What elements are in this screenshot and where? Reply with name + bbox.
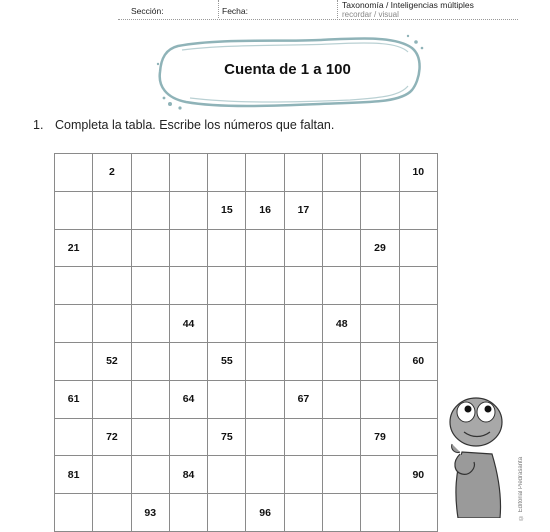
grid-cell[interactable] xyxy=(399,494,437,532)
grid-cell[interactable] xyxy=(131,229,169,267)
grid-cell[interactable] xyxy=(55,191,93,229)
grid-cell[interactable]: 61 xyxy=(55,380,93,418)
grid-row xyxy=(55,191,438,229)
grid-cell[interactable] xyxy=(169,154,207,192)
grid-cell[interactable] xyxy=(323,229,361,267)
grid-cell[interactable] xyxy=(131,267,169,305)
grid-cell[interactable] xyxy=(399,418,437,456)
instruction xyxy=(33,118,334,132)
grid-cell[interactable] xyxy=(131,154,169,192)
grid-cell[interactable] xyxy=(93,229,131,267)
grid-cell[interactable]: 48 xyxy=(323,305,361,343)
grid-cell[interactable] xyxy=(246,456,284,494)
grid-row xyxy=(55,342,438,380)
grid-cell[interactable] xyxy=(399,267,437,305)
grid-cell[interactable]: 84 xyxy=(169,456,207,494)
grid-cell[interactable] xyxy=(169,418,207,456)
grid-cell[interactable] xyxy=(55,305,93,343)
grid-cell[interactable] xyxy=(55,267,93,305)
grid-cell[interactable] xyxy=(208,305,246,343)
grid-cell[interactable] xyxy=(323,154,361,192)
copyright-note: © Editorial Piedrasanta xyxy=(518,456,524,520)
grid-row xyxy=(55,494,438,532)
grid-cell[interactable] xyxy=(55,418,93,456)
grid-cell[interactable] xyxy=(55,342,93,380)
grid-cell[interactable] xyxy=(208,154,246,192)
grid-cell[interactable] xyxy=(399,229,437,267)
grid-cell[interactable] xyxy=(131,456,169,494)
grid-cell[interactable]: 44 xyxy=(169,305,207,343)
grid-cell[interactable] xyxy=(323,267,361,305)
header-divider xyxy=(218,0,219,18)
grid-cell[interactable] xyxy=(284,267,322,305)
grid-cell[interactable] xyxy=(284,494,322,532)
grid-cell[interactable] xyxy=(93,494,131,532)
grid-row xyxy=(55,229,438,267)
grid-cell[interactable]: 67 xyxy=(284,380,322,418)
grid-cell[interactable] xyxy=(246,380,284,418)
grid-cell[interactable] xyxy=(93,191,131,229)
header-underline xyxy=(118,19,518,20)
grid-cell[interactable] xyxy=(169,342,207,380)
grid-cell[interactable] xyxy=(55,494,93,532)
title-banner xyxy=(150,34,425,112)
page-header xyxy=(0,0,550,24)
grid-cell[interactable] xyxy=(323,418,361,456)
grid-cell[interactable] xyxy=(246,342,284,380)
grid-cell[interactable] xyxy=(131,418,169,456)
grid-cell[interactable] xyxy=(399,305,437,343)
grid-cell[interactable] xyxy=(399,380,437,418)
grid-cell[interactable] xyxy=(323,342,361,380)
grid-cell[interactable] xyxy=(93,380,131,418)
page-title: Cuenta de 1 a 100 xyxy=(224,61,351,78)
grid-cell[interactable] xyxy=(323,456,361,494)
grid-cell[interactable] xyxy=(169,494,207,532)
grid-cell[interactable] xyxy=(169,267,207,305)
instruction-number: 1. xyxy=(33,118,44,132)
grid-cell[interactable]: 52 xyxy=(93,342,131,380)
grid-cell[interactable] xyxy=(208,229,246,267)
grid-cell[interactable] xyxy=(246,267,284,305)
grid-cell[interactable] xyxy=(93,305,131,343)
grid-cell[interactable] xyxy=(361,191,399,229)
grid-cell[interactable]: 10 xyxy=(399,154,437,192)
grid-cell[interactable]: 79 xyxy=(361,418,399,456)
section-label: Sección: xyxy=(131,6,164,16)
grid-cell[interactable] xyxy=(361,267,399,305)
grid-cell[interactable]: 17 xyxy=(284,191,322,229)
grid-row xyxy=(55,418,438,456)
grid-cell[interactable] xyxy=(131,191,169,229)
grid-cell[interactable] xyxy=(361,305,399,343)
grid-cell[interactable] xyxy=(169,229,207,267)
grid-cell[interactable]: 29 xyxy=(361,229,399,267)
grid-row xyxy=(55,380,438,418)
grid-cell[interactable] xyxy=(323,494,361,532)
grid-cell[interactable] xyxy=(131,305,169,343)
grid-cell[interactable] xyxy=(399,191,437,229)
instruction-text: Completa la tabla. Escribe los números que faltan. xyxy=(55,118,335,132)
number-grid xyxy=(54,153,438,532)
grid-cell[interactable] xyxy=(208,380,246,418)
lizard-mascot-icon xyxy=(440,392,512,518)
grid-cell[interactable] xyxy=(284,456,322,494)
grid-cell[interactable]: 81 xyxy=(55,456,93,494)
grid-cell[interactable]: 72 xyxy=(93,418,131,456)
grid-cell[interactable] xyxy=(55,154,93,192)
grid-cell[interactable] xyxy=(131,380,169,418)
date-label: Fecha: xyxy=(222,6,248,16)
header-divider xyxy=(337,0,338,18)
grid-cell[interactable]: 15 xyxy=(208,191,246,229)
grid-cell[interactable] xyxy=(169,191,207,229)
grid-cell[interactable]: 75 xyxy=(208,418,246,456)
grid-row xyxy=(55,456,438,494)
grid-cell[interactable] xyxy=(361,456,399,494)
grid-cell[interactable] xyxy=(361,380,399,418)
grid-cell[interactable]: 60 xyxy=(399,342,437,380)
grid-row xyxy=(55,154,438,192)
grid-cell[interactable] xyxy=(284,154,322,192)
grid-cell[interactable] xyxy=(246,305,284,343)
grid-cell[interactable] xyxy=(208,267,246,305)
taxonomy-sublabel: recordar / visual xyxy=(342,10,399,19)
grid-cell[interactable]: 96 xyxy=(246,494,284,532)
grid-cell[interactable] xyxy=(323,380,361,418)
grid-cell[interactable] xyxy=(131,342,169,380)
grid-cell[interactable] xyxy=(284,229,322,267)
grid-cell[interactable] xyxy=(208,456,246,494)
grid-cell[interactable] xyxy=(246,154,284,192)
grid-cell[interactable] xyxy=(361,154,399,192)
grid-cell[interactable] xyxy=(246,418,284,456)
grid-cell[interactable]: 55 xyxy=(208,342,246,380)
grid-cell[interactable]: 2 xyxy=(93,154,131,192)
grid-cell[interactable] xyxy=(361,342,399,380)
grid-row xyxy=(55,267,438,305)
grid-cell[interactable] xyxy=(361,494,399,532)
grid-cell[interactable]: 16 xyxy=(246,191,284,229)
grid-cell[interactable] xyxy=(323,191,361,229)
grid-cell[interactable] xyxy=(93,456,131,494)
grid-cell[interactable] xyxy=(246,229,284,267)
grid-cell[interactable] xyxy=(284,342,322,380)
grid-cell[interactable] xyxy=(208,494,246,532)
grid-cell[interactable]: 90 xyxy=(399,456,437,494)
grid-cell[interactable]: 93 xyxy=(131,494,169,532)
taxonomy-label: Taxonomía / Inteligencias múltiples xyxy=(342,0,474,10)
grid-cell[interactable] xyxy=(284,418,322,456)
grid-cell[interactable]: 64 xyxy=(169,380,207,418)
grid-cell[interactable] xyxy=(284,305,322,343)
grid-row xyxy=(55,305,438,343)
grid-cell[interactable] xyxy=(93,267,131,305)
grid-cell[interactable]: 21 xyxy=(55,229,93,267)
